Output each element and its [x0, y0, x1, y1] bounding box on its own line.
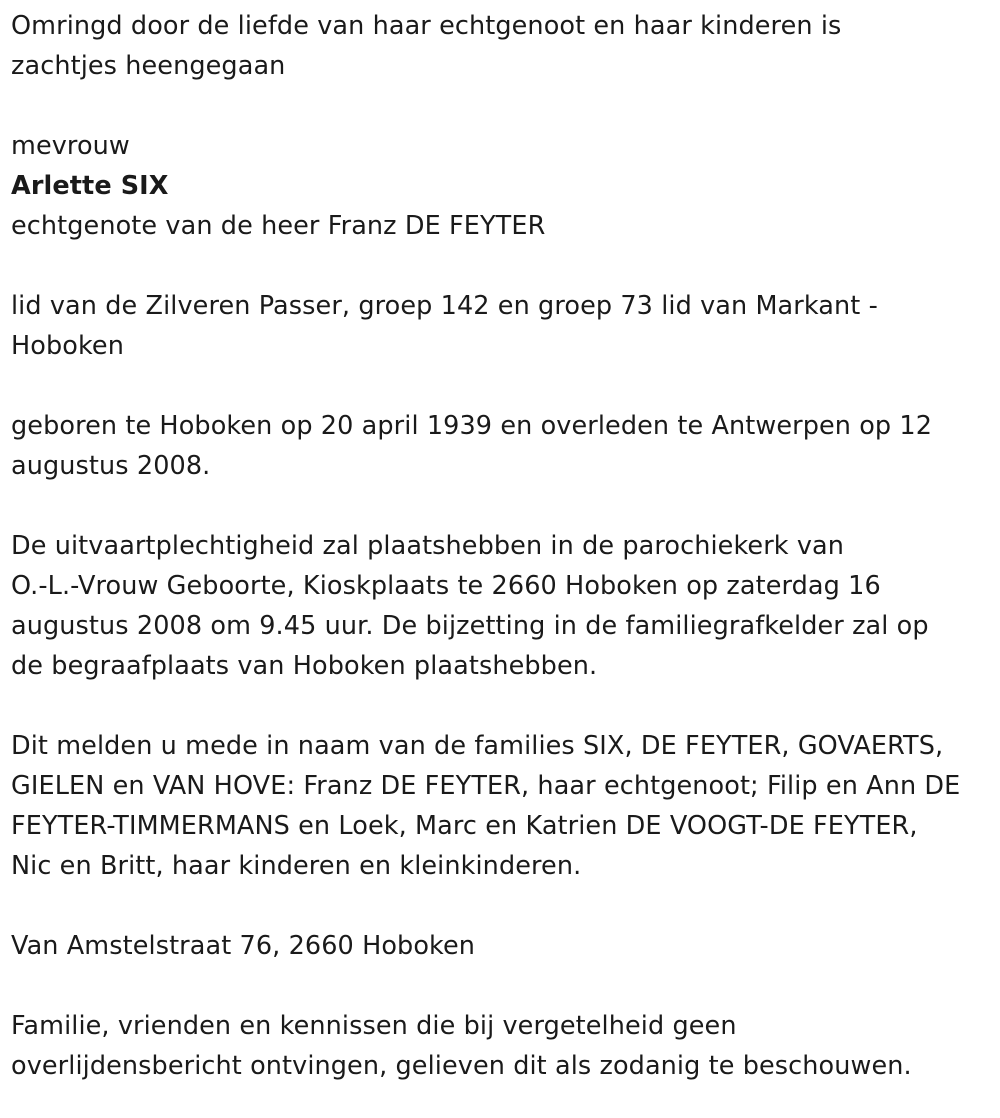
intro-paragraph	[11, 6, 993, 86]
intro-line: zachtjes heengegaan	[11, 51, 286, 81]
membership-line: lid van de Zilveren Passer, groep 142 en groep 73 lid van Markant -	[11, 291, 878, 321]
membership-paragraph	[11, 286, 993, 366]
address-line: Van Amstelstraat 76, 2660 Hoboken	[11, 931, 476, 961]
families-paragraph	[11, 726, 993, 886]
families-line: GIELEN en VAN HOVE: Franz DE FEYTER, haar echtgenoot; Filip en Ann DE	[11, 771, 961, 801]
closing-line: Familie, vrienden en kennissen die bij vergetelheid geen	[11, 1011, 737, 1041]
funeral-line: augustus 2008 om 9.45 uur. De bijzetting in de familiegrafkelder zal op	[11, 611, 929, 641]
membership-line: Hoboken	[11, 331, 124, 361]
families-line: Nic en Britt, haar kinderen en kleinkinderen.	[11, 851, 582, 881]
closing-paragraph	[11, 1006, 993, 1086]
funeral-line: O.-L.-Vrouw Geboorte, Kioskplaats te 2660 Hoboken op zaterdag 16	[11, 571, 881, 601]
deceased-block	[11, 126, 993, 246]
salutation: mevrouw	[11, 131, 130, 161]
birth-death-line: augustus 2008.	[11, 451, 211, 481]
birth-death-paragraph	[11, 406, 993, 486]
deceased-name: Arlette SIX	[11, 171, 169, 201]
spouse-line: echtgenote van de heer Franz DE FEYTER	[11, 211, 546, 241]
funeral-line: De uitvaartplechtigheid zal plaatshebben in de parochiekerk van	[11, 531, 845, 561]
families-line: Dit melden u mede in naam van de families SIX, DE FEYTER, GOVAERTS,	[11, 731, 944, 761]
funeral-line: de begraafplaats van Hoboken plaatshebben.	[11, 651, 598, 681]
funeral-paragraph	[11, 526, 993, 686]
closing-line: overlijdensbericht ontvingen, gelieven dit als zodanig te beschouwen.	[11, 1051, 912, 1081]
address-paragraph	[11, 926, 993, 966]
families-line: FEYTER-TIMMERMANS en Loek, Marc en Katrien DE VOOGT-DE FEYTER,	[11, 811, 918, 841]
birth-death-line: geboren te Hoboken op 20 april 1939 en overleden te Antwerpen op 12	[11, 411, 933, 441]
intro-line: Omringd door de liefde van haar echtgenoot en haar kinderen is	[11, 11, 842, 41]
obituary-text	[11, 6, 993, 1086]
